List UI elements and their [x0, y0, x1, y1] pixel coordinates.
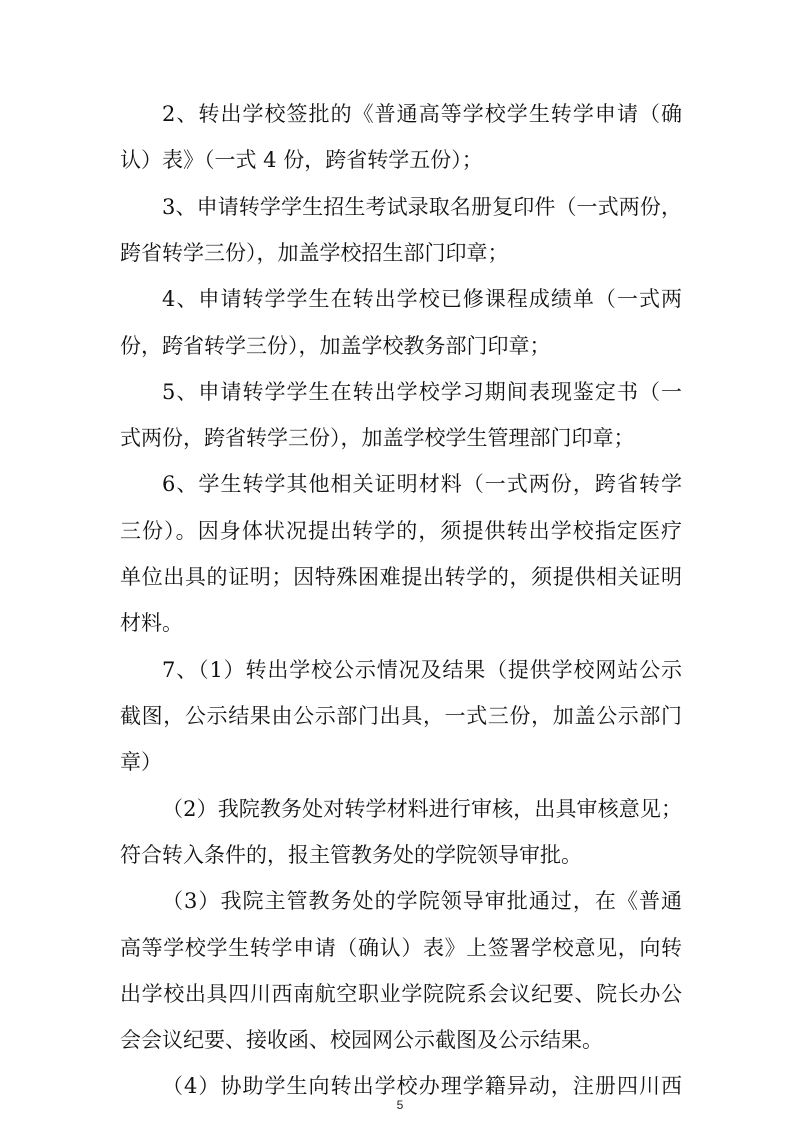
paragraph-line: 符合转入条件的，报主管教务处的学院领导审批。 [120, 843, 582, 867]
paragraph-line: 材料。 [120, 611, 183, 635]
paragraph-line: 3、申请转学学生招生考试录取名册复印件（一式两份， [162, 195, 682, 219]
paragraph-line: 4、申请转学学生在转出学校已修课程成绩单（一式两 [162, 287, 682, 311]
paragraph-line: 截图，公示结果由公示部门出具，一式三份，加盖公示部门 [120, 704, 682, 728]
paragraph-line: 三份）。因身体状况提出转学的，须提供转出学校指定医疗 [120, 519, 682, 543]
paragraph-line: （4）协助学生向转出学校办理学籍异动，注册四川西 [162, 1074, 682, 1098]
paragraph-line: 份，跨省转学三份），加盖学校教务部门印章； [120, 334, 551, 358]
paragraph-line: 高等学校学生转学申请（确认）表》上签署学校意见，向转 [120, 936, 682, 960]
paragraph-line: 出学校出具四川西南航空职业学院院系会议纪要、院长办公 [120, 982, 682, 1006]
paragraph-line: 7、（1）转出学校公示情况及结果（提供学校网站公示 [162, 658, 682, 682]
paragraph-line: 认）表》（一式 4 份，跨省转学五份）； [120, 148, 483, 172]
paragraph-line: （2）我院教务处对转学材料进行审核，出具审核意见； [162, 797, 682, 821]
paragraph-line: 单位出具的证明；因特殊困难提出转学的，须提供相关证明 [120, 565, 682, 589]
paragraph-line: 式两份，跨省转学三份），加盖学校学生管理部门印章； [120, 426, 635, 450]
paragraph-line: （3）我院主管教务处的学院领导审批通过，在《普通 [162, 889, 682, 913]
paragraph-line: 6、学生转学其他相关证明材料（一式两份，跨省转学 [162, 472, 682, 496]
paragraph-line: 2、转出学校签批的《普通高等学校学生转学申请（确 [162, 102, 682, 126]
paragraph-line: 章） [120, 750, 162, 774]
paragraph-line: 5、申请转学学生在转出学校学习期间表现鉴定书（一 [162, 380, 682, 404]
paragraph-line: 跨省转学三份），加盖学校招生部门印章； [120, 241, 509, 265]
paragraph-line: 会会议纪要、接收函、校园网公示截图及公示结果。 [120, 1028, 603, 1052]
page-number: 5 [396, 1098, 404, 1112]
